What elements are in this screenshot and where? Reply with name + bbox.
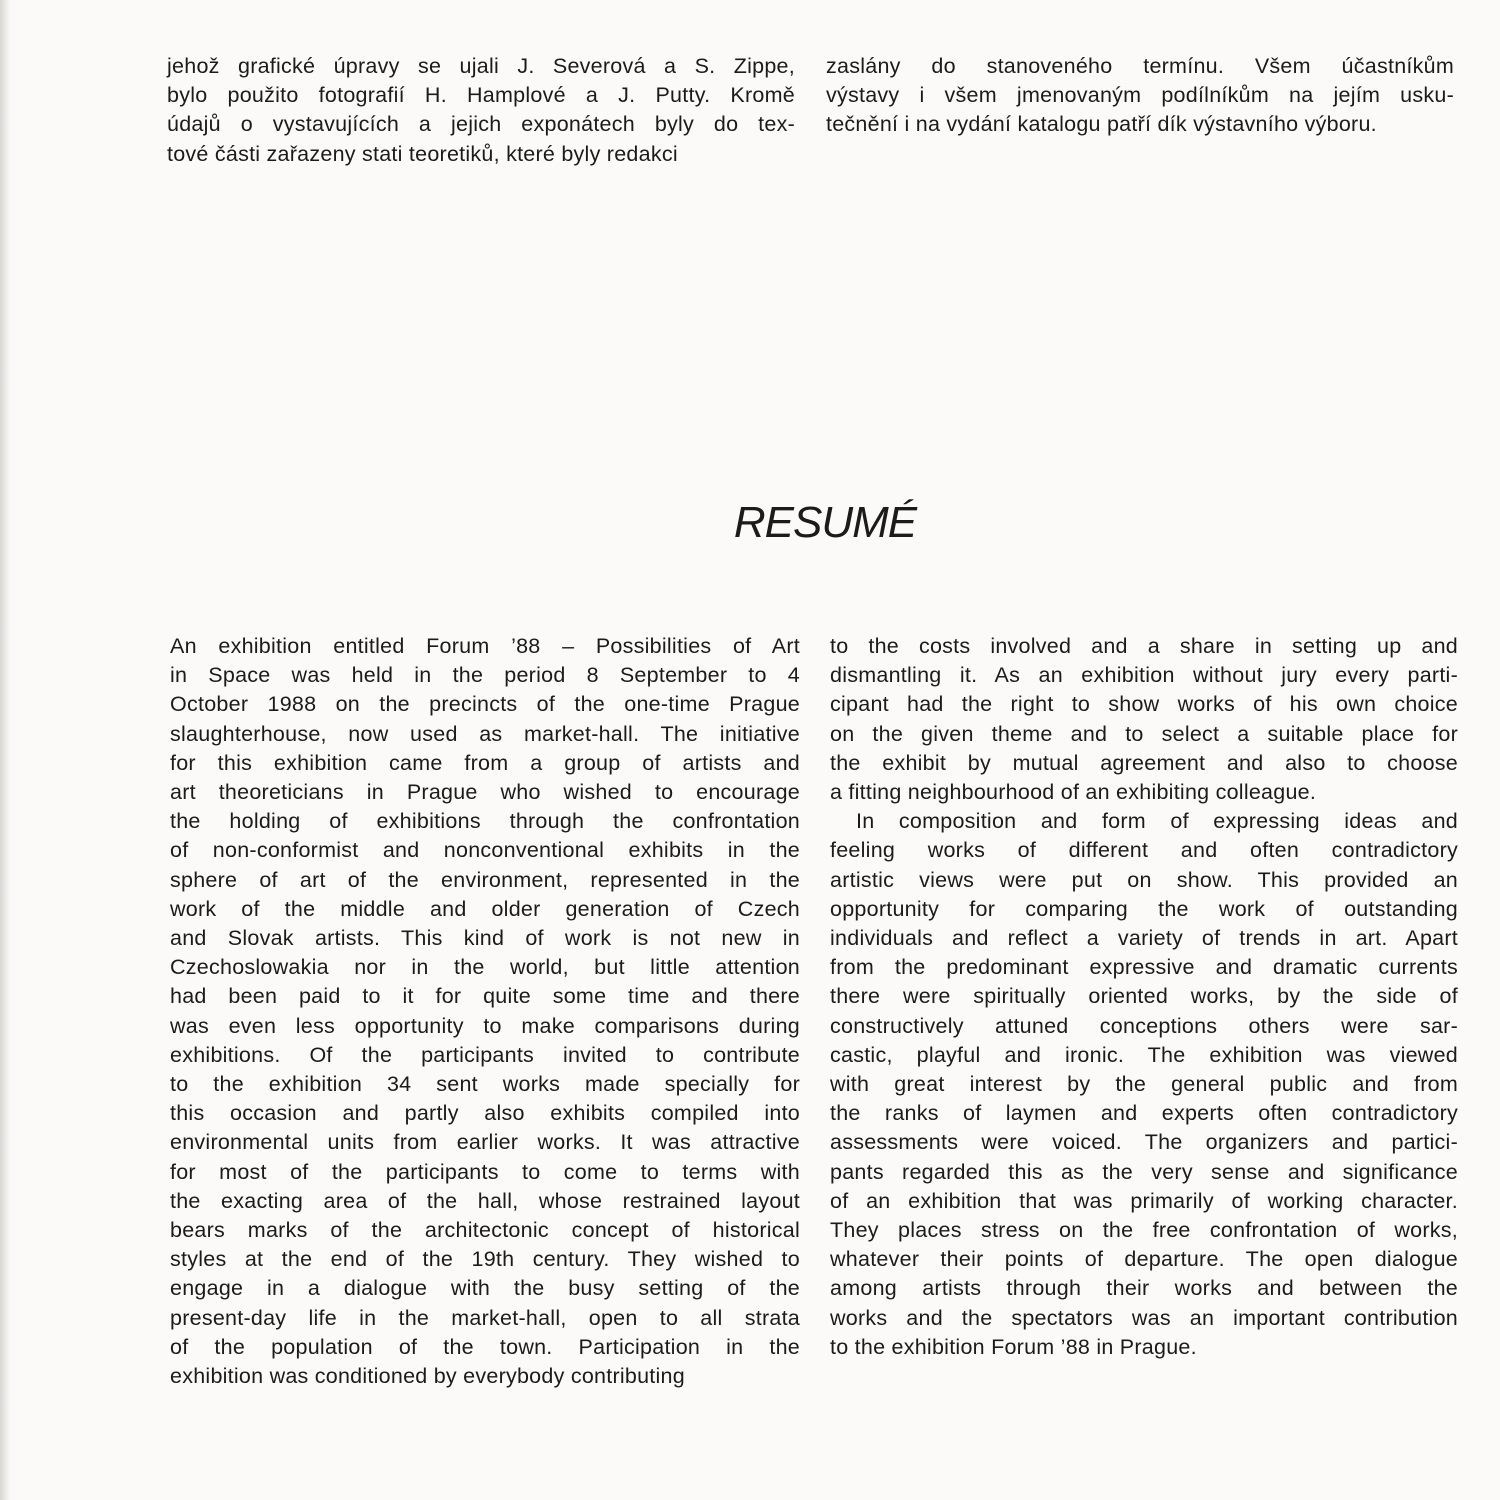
text-line: on the given theme and to select a suitable place for — [830, 721, 1458, 746]
text-line: artistic views were put on show. This provided an — [830, 867, 1458, 892]
text-line: In composition and form of expressing ideas and — [856, 809, 1458, 834]
text-line: výstavy i všem jmenovaným podílníkům na jejím usku- — [826, 83, 1454, 108]
section-heading: RESUMÉ — [733, 498, 917, 547]
text-line: present-day life in the market-hall, open to all strata — [170, 1305, 800, 1330]
text-line: for this exhibition came from a group of artists and — [170, 750, 800, 775]
text-line: art theoreticians in Prague who wished to encourage — [170, 780, 800, 805]
text-line: was even less opportunity to make comparisons during — [170, 1013, 800, 1038]
text-line: with great interest by the general public and from — [830, 1072, 1458, 1097]
text-line: cipant had the right to show works of his own choice — [830, 692, 1458, 717]
text-line: works and the spectators was an important contribution — [830, 1305, 1458, 1330]
text-line: slaughterhouse, now used as market-hall. The initiative — [170, 721, 800, 746]
text-line: exhibitions. Of the participants invited to contribute — [170, 1042, 800, 1067]
czech-text-right-column — [826, 52, 1454, 140]
text-line: údajů o vystavujících a jejich exponátech byly do tex- — [167, 112, 795, 137]
text-line: and Slovak artists. This kind of work is not new in — [170, 926, 800, 951]
text-line: styles at the end of the 19th century. They wished to — [170, 1247, 800, 1272]
text-line: pants regarded this as the very sense and significance — [830, 1159, 1458, 1184]
text-line: from the predominant expressive and dramatic currents — [830, 955, 1458, 980]
text-line: opportunity for comparing the work of outstanding — [830, 896, 1458, 921]
text-line: environmental units from earlier works. It was attractive — [170, 1130, 800, 1155]
text-line: of non-conformist and nonconventional exhibits in the — [170, 838, 800, 863]
text-line: tové části zařazeny stati teoretiků, které byly redakci — [167, 141, 678, 166]
text-line: engage in a dialogue with the busy setting of the — [170, 1276, 800, 1301]
text-line: zaslány do stanoveného termínu. Všem účastníkům — [826, 54, 1454, 78]
text-line: Czechoslowakia nor in the world, but little attention — [170, 955, 800, 980]
text-line: feeling works of different and often contradictory — [830, 838, 1458, 863]
text-line: sphere of art of the environment, represented in the — [170, 867, 800, 892]
text-line: dismantling it. As an exhibition without jury every parti- — [830, 663, 1458, 688]
english-text-right-column — [830, 632, 1458, 1362]
text-line: there were spiritually oriented works, by the side of — [830, 984, 1458, 1009]
text-line: bears marks of the architectonic concept of historical — [170, 1218, 800, 1243]
text-line: the exacting area of the hall, whose restrained layout — [170, 1188, 800, 1213]
text-line: They places stress on the free confrontation of works, — [830, 1218, 1458, 1243]
text-line: work of the middle and older generation of Czech — [170, 896, 800, 921]
text-line: exhibition was conditioned by everybody contributing — [170, 1364, 685, 1389]
text-line: to the exhibition 34 sent works made specially for — [170, 1072, 800, 1097]
text-line: the exhibit by mutual agreement and also to choose — [830, 750, 1458, 775]
text-line: a fitting neighbourhood of an exhibiting colleague. — [830, 780, 1317, 805]
text-line: constructively attuned conceptions others were sar- — [830, 1013, 1458, 1038]
text-line: the ranks of laymen and experts often contradictory — [830, 1101, 1458, 1126]
text-line: whatever their points of departure. The open dialogue — [830, 1247, 1458, 1272]
text-line: in Space was held in the period 8 September to 4 — [170, 663, 800, 688]
text-line: jehož grafické úpravy se ujali J. Severová a S. Zippe, — [167, 54, 795, 78]
text-line: October 1988 on the precincts of the one-time Prague — [170, 692, 800, 717]
text-line: An exhibition entitled Forum ’88 – Possibilities of Art — [170, 634, 800, 658]
text-line: to the costs involved and a share in setting up and — [830, 634, 1458, 658]
text-line: of the population of the town. Participation in the — [170, 1334, 800, 1359]
text-line: of an exhibition that was primarily of working character. — [830, 1188, 1458, 1213]
text-line: to the exhibition Forum ’88 in Prague. — [830, 1334, 1197, 1359]
text-line: individuals and reflect a variety of trends in art. Apart — [830, 926, 1458, 951]
czech-text-left-column — [167, 52, 795, 169]
text-line: had been paid to it for quite some time and there — [170, 984, 800, 1009]
text-line: castic, playful and ironic. The exhibition was viewed — [830, 1042, 1458, 1067]
text-line: bylo použito fotografií H. Hamplové a J. Putty. Kromě — [167, 83, 795, 108]
text-line: tečnění i na vydání katalogu patří dík výstavního výboru. — [826, 112, 1377, 137]
english-text-left-column — [170, 632, 800, 1391]
text-line: among artists through their works and between the — [830, 1276, 1458, 1301]
text-line: this occasion and partly also exhibits compiled into — [170, 1101, 800, 1126]
text-line: the holding of exhibitions through the confrontation — [170, 809, 800, 834]
page-binding-shadow — [0, 0, 10, 1500]
text-line: for most of the participants to come to terms with — [170, 1159, 800, 1184]
text-line: assessments were voiced. The organizers and partici- — [830, 1130, 1458, 1155]
